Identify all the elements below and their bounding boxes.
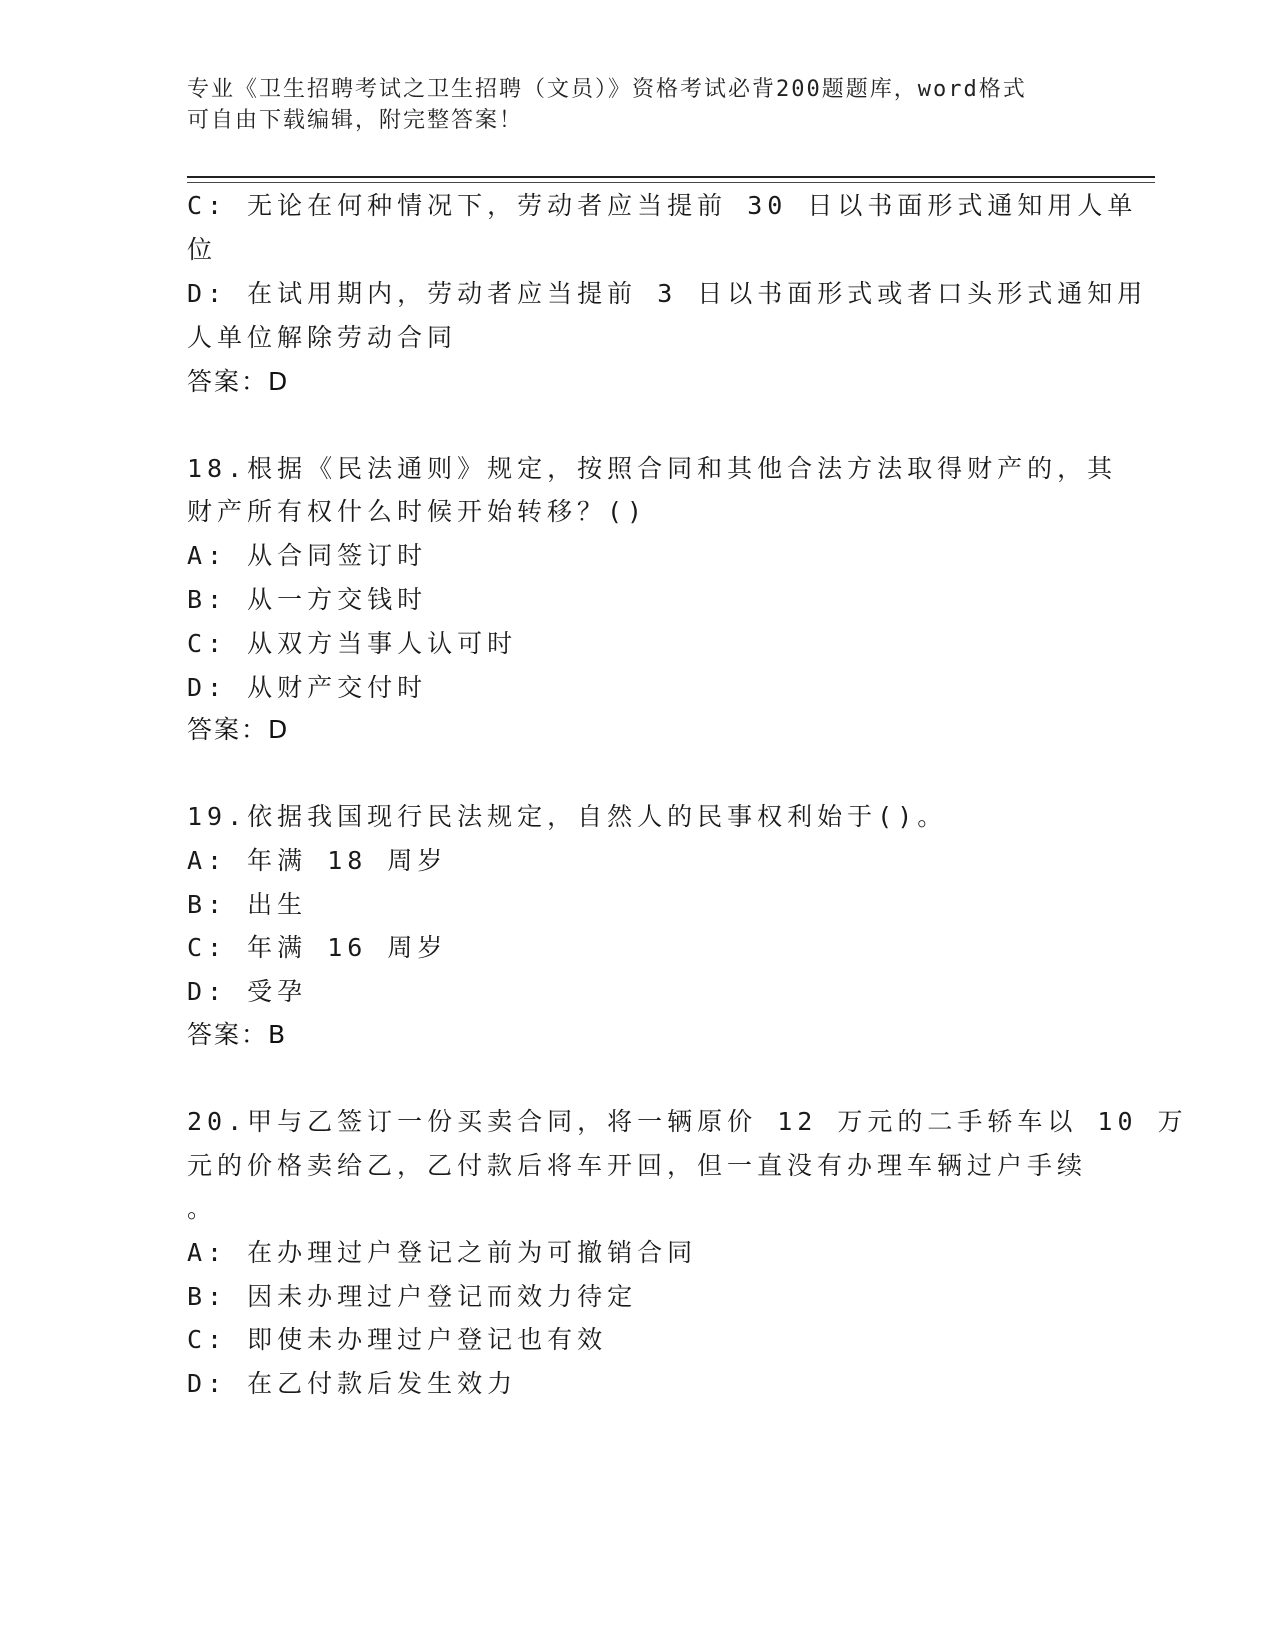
q17-answer: 答案：D [187, 367, 290, 396]
header-divider-thick [187, 176, 1155, 178]
q18-answer: 答案：D [187, 715, 290, 744]
q17-option-c-line-2: 位 [187, 235, 218, 264]
q19-option-a: A: 年满 18 周岁 [187, 846, 448, 875]
q18-option-d: D: 从财产交付时 [187, 673, 428, 702]
header-divider-thin [187, 182, 1155, 183]
q20-stem-line-1: 20.甲与乙签订一份买卖合同，将一辆原价 12 万元的二手轿车以 10 万 [187, 1107, 1188, 1136]
q18-stem-line-2: 财产所有权什么时候开始转移？() [187, 497, 648, 526]
q18-option-c: C: 从双方当事人认可时 [187, 629, 518, 658]
q20-stem-line-2: 元的价格卖给乙，乙付款后将车开回，但一直没有办理车辆过户手续 [187, 1151, 1088, 1180]
q17-option-c-line-1: C: 无论在何种情况下，劳动者应当提前 30 日以书面形式通知用人单 [187, 191, 1138, 220]
q18-stem-line-1: 18.根据《民法通则》规定，按照合同和其他合法方法取得财产的，其 [187, 454, 1118, 483]
q19-option-b: B: 出生 [187, 890, 308, 919]
q20-option-a: A: 在办理过户登记之前为可撤销合同 [187, 1238, 698, 1267]
q18-option-b: B: 从一方交钱时 [187, 585, 428, 614]
q18-option-a: A: 从合同签订时 [187, 541, 428, 570]
q19-answer: 答案：B [187, 1020, 288, 1049]
document-header [187, 74, 1067, 136]
header-title-line-1: 专业《卫生招聘考试之卫生招聘（文员）》资格考试必背200题题库，word格式 [187, 77, 1027, 102]
q20-option-c: C: 即使未办理过户登记也有效 [187, 1325, 608, 1354]
q20-option-b: B: 因未办理过户登记而效力待定 [187, 1282, 638, 1311]
q17-option-d-line-2: 人单位解除劳动合同 [187, 323, 458, 352]
q19-option-c: C: 年满 16 周岁 [187, 933, 448, 962]
q17-option-d-line-1: D: 在试用期内，劳动者应当提前 3 日以书面形式或者口头形式通知用 [187, 279, 1148, 308]
header-title-line-2: 可自由下载编辑，附完整答案！ [187, 108, 524, 133]
q19-stem-line-1: 19.依据我国现行民法规定，自然人的民事权利始于()。 [187, 802, 948, 831]
q20-option-d: D: 在乙付款后发生效力 [187, 1369, 518, 1398]
q20-stem-line-3: 。 [187, 1194, 218, 1223]
q19-option-d: D: 受孕 [187, 977, 308, 1006]
